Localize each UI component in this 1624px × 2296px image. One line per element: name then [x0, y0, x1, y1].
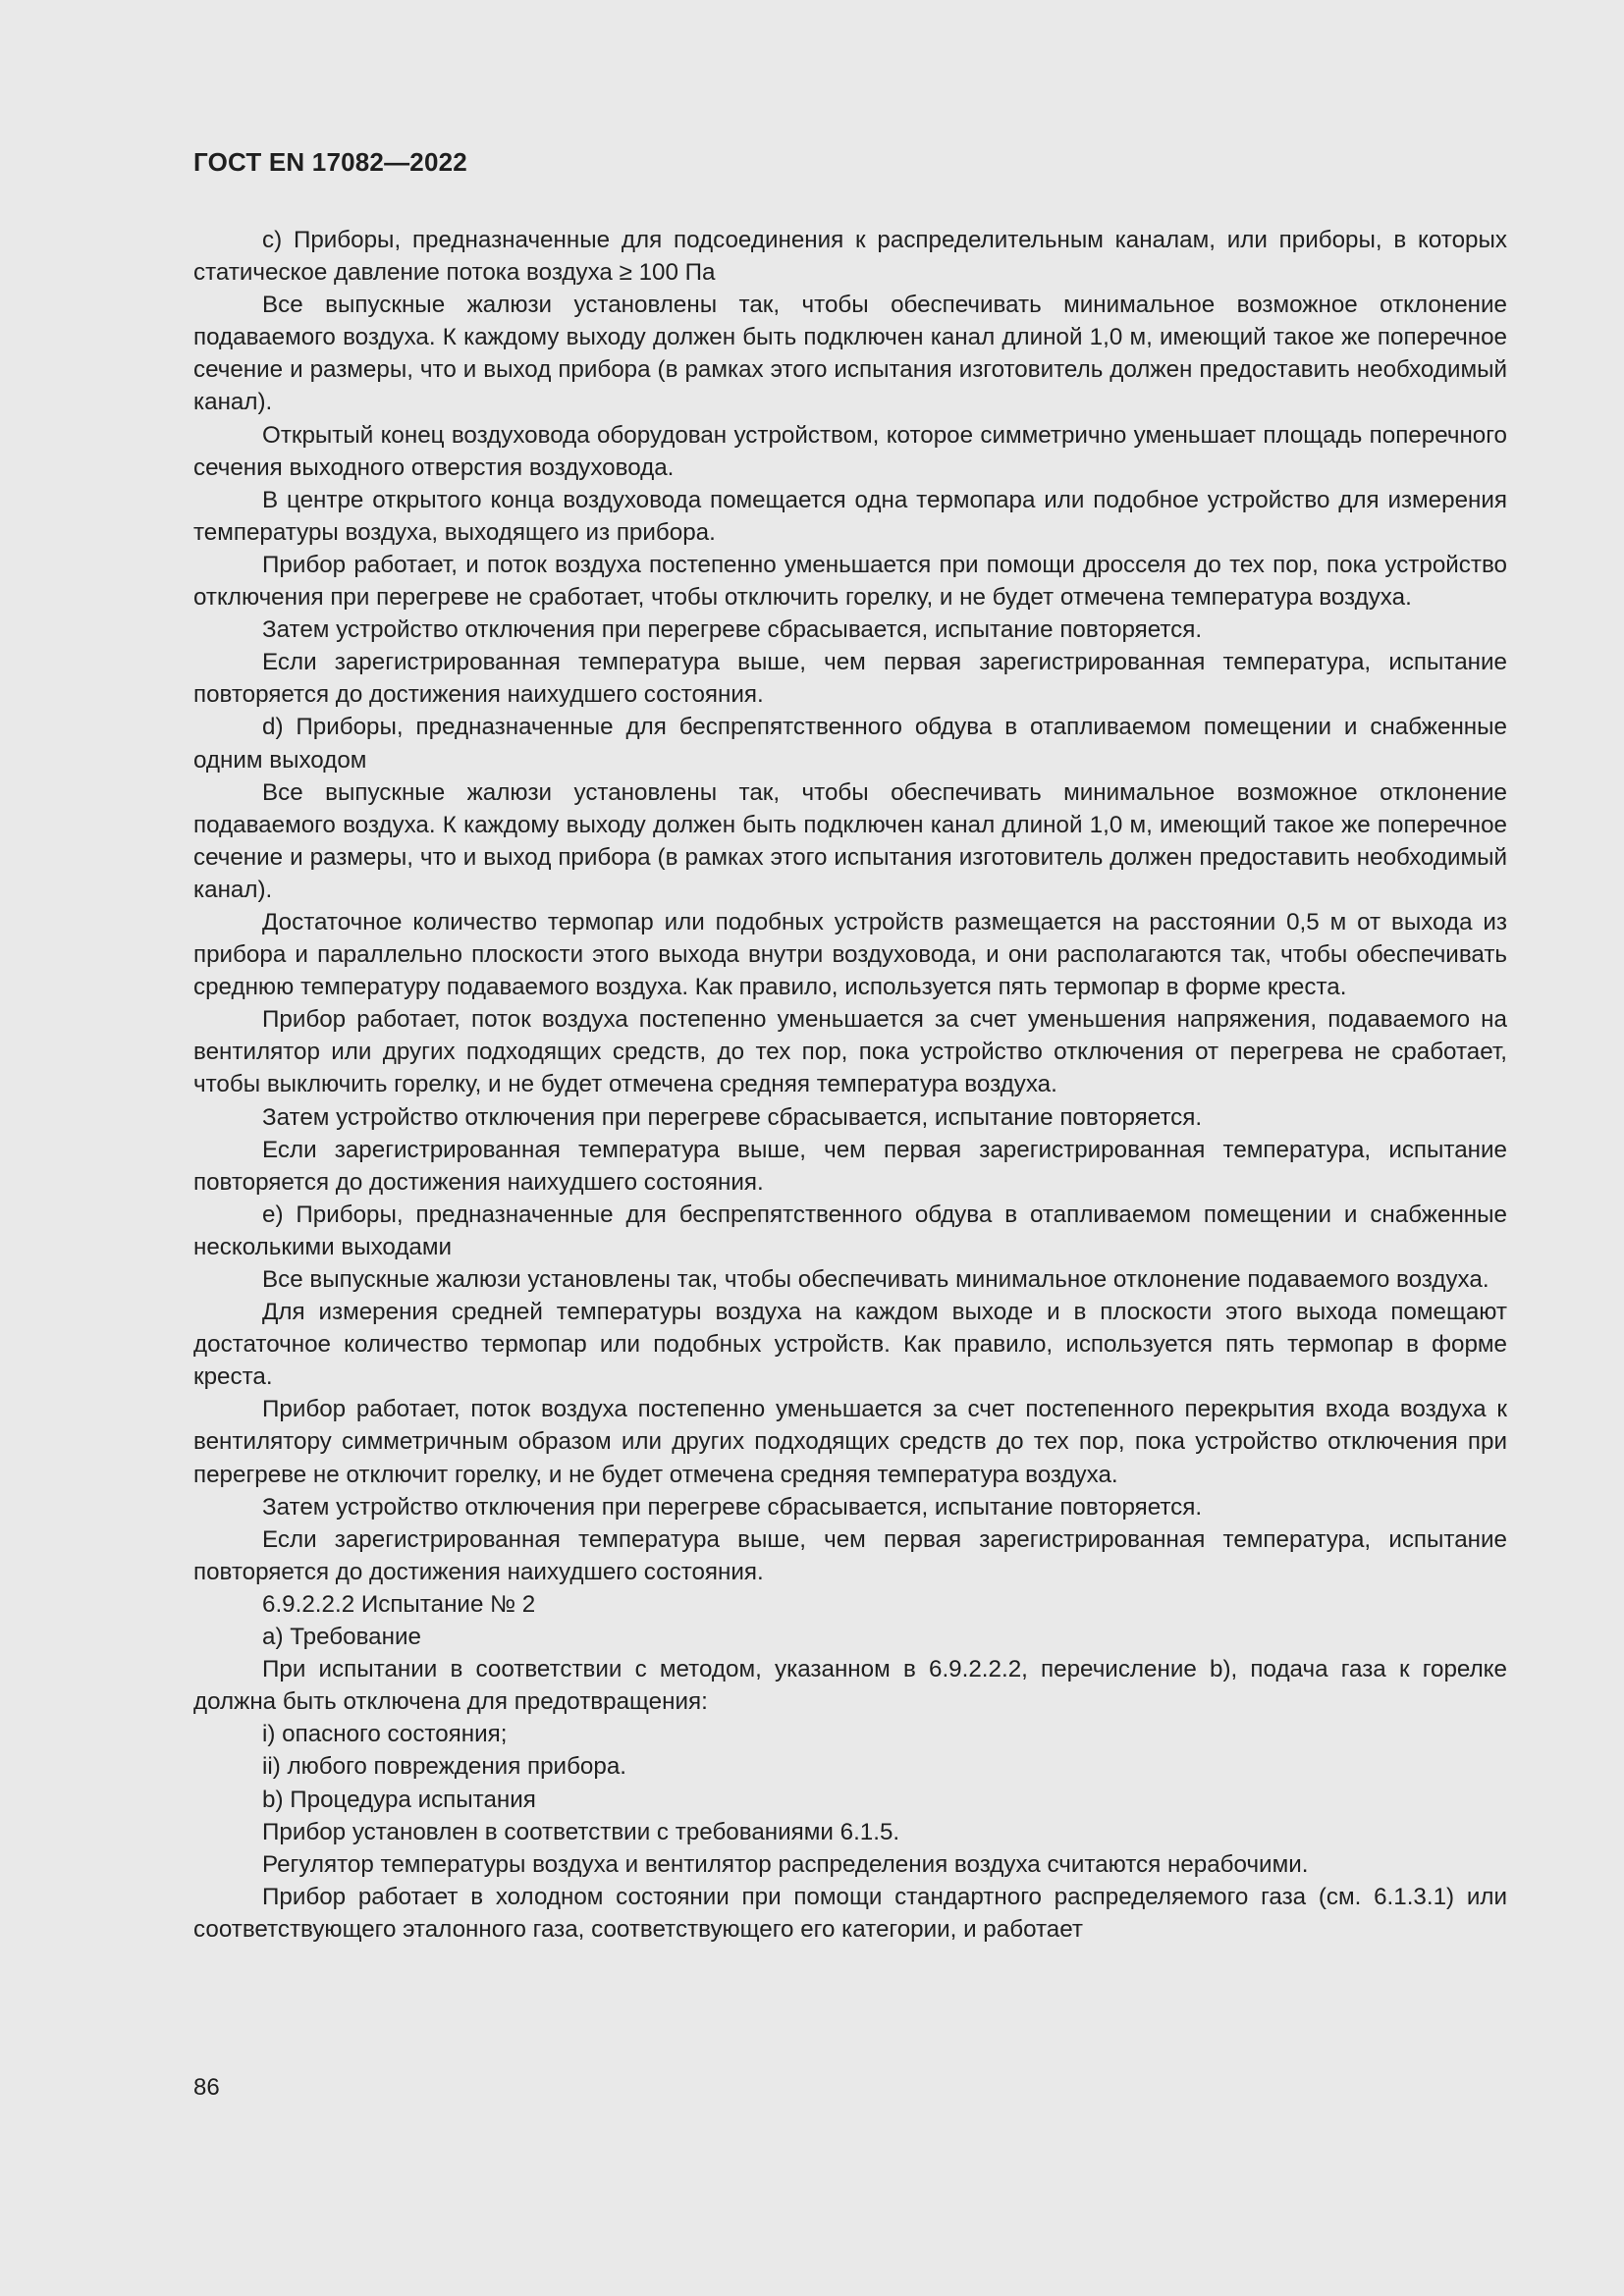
paragraph: Если зарегистрированная температура выше, чем первая зарегистрированная температура, испытание повторяется до достижения наихудшего состояния.	[193, 1525, 1507, 1585]
page-number: 86	[193, 2074, 220, 2101]
paragraph: d) Приборы, предназначенные для беспрепятственного обдува в отапливаемом помещении и снабженные одним выходом	[193, 714, 1507, 774]
paragraph: Регулятор температуры воздуха и вентилятор распределения воздуха считаются нерабочими.	[262, 1850, 1309, 1878]
paragraph: Для измерения средней температуры воздуха на каждом выходе и в плоскости этого выхода помещают достаточное количество термопар или подобных устройств. Как правило, используется пять термопар в форме креста.	[193, 1299, 1507, 1391]
list-item: ii) любого повреждения прибора.	[262, 1753, 626, 1781]
paragraph: Прибор работает в холодном состоянии при помощи стандартного распределяемого газа (см. 6.1.3.1) или соответствующего эталонного газа, соответствующего его категории, и работает	[193, 1883, 1507, 1943]
paragraph: Если зарегистрированная температура выше, чем первая зарегистрированная температура, испытание повторяется до достижения наихудшего состояния.	[193, 1136, 1507, 1196]
paragraph: Все выпускные жалюзи установлены так, чтобы обеспечивать минимальное отклонение подаваемого воздуха.	[262, 1266, 1489, 1293]
paragraph: Затем устройство отключения при перегреве сбрасывается, испытание повторяется.	[262, 1103, 1203, 1131]
paragraph: Все выпускные жалюзи установлены так, чтобы обеспечивать минимальное возможное отклонение подаваемого воздуха. К каждому выходу должен быть подключен канал длиной 1,0 м, имеющий такое же поперечное сечение и размеры, что и выход прибора (в рамках этого испытания изготовитель должен предоставить необходимый канал).	[193, 778, 1507, 903]
paragraph: Прибор работает, поток воздуха постепенно уменьшается за счет уменьшения напряжения, подаваемого на вентилятор или других подходящих средств, до тех пор, пока устройство отключения от перегрева не сработает, чтобы выключить горелку, и не будет отмечена средняя температура воздуха.	[193, 1006, 1507, 1098]
paragraph: с) Приборы, предназначенные для подсоединения к распределительным каналам, или приборы, в которых статическое давление потока воздуха ≥ 100 Па	[193, 227, 1507, 287]
subsection-label: а) Требование	[262, 1624, 421, 1651]
document-body	[193, 224, 1507, 1946]
paragraph: Прибор установлен в соответствии с требованиями 6.1.5.	[262, 1818, 900, 1845]
paragraph: е) Приборы, предназначенные для беспрепятственного обдува в отапливаемом помещении и снабженные несколькими выходами	[193, 1201, 1507, 1260]
paragraph: Достаточное количество термопар или подобных устройств размещается на расстоянии 0,5 м от выхода из прибора и параллельно плоскости этого выхода внутри воздуховода, и они располагаются так, чтобы обеспечивать среднюю температуру подаваемого воздуха. Как правило, используется пять термопар в форме креста.	[193, 908, 1507, 1001]
list-item: i) опасного состояния;	[262, 1721, 508, 1748]
paragraph: Затем устройство отключения при перегреве сбрасывается, испытание повторяется.	[262, 1493, 1203, 1521]
paragraph: Затем устройство отключения при перегреве сбрасывается, испытание повторяется.	[262, 616, 1203, 644]
paragraph: Если зарегистрированная температура выше, чем первая зарегистрированная температура, испытание повторяется до достижения наихудшего состояния.	[193, 649, 1507, 709]
paragraph: Прибор работает, и поток воздуха постепенно уменьшается при помощи дросселя до тех пор, пока устройство отключения при перегреве не сработает, чтобы отключить горелку, и не будет отмечена температура воздуха.	[193, 551, 1507, 612]
paragraph: При испытании в соответствии с методом, указанном в 6.9.2.2.2, перечисление b), подача газа к горелке должна быть отключена для предотвращения:	[193, 1656, 1507, 1716]
document-header-title: ГОСТ EN 17082—2022	[193, 147, 467, 177]
paragraph: Все выпускные жалюзи установлены так, чтобы обеспечивать минимальное возможное отклонение подаваемого воздуха. К каждому выходу должен быть подключен канал длиной 1,0 м, имеющий такое же поперечное сечение и размеры, что и выход прибора (в рамках этого испытания изготовитель должен предоставить необходимый канал).	[193, 292, 1507, 416]
paragraph: Прибор работает, поток воздуха постепенно уменьшается за счет постепенного перекрытия входа воздуха к вентилятору симметричным образом или других подходящих средств до тех пор, пока устройство отключения при перегреве не отключит горелку, и не будет отмечена средняя температура воздуха.	[193, 1396, 1507, 1488]
paragraph: В центре открытого конца воздуховода помещается одна термопара или подобное устройство для измерения температуры воздуха, выходящего из прибора.	[193, 486, 1507, 546]
paragraph: Открытый конец воздуховода оборудован устройством, которое симметрично уменьшает площадь поперечного сечения выходного отверстия воздуховода.	[193, 421, 1507, 481]
subsection-label: b) Процедура испытания	[262, 1786, 536, 1813]
section-heading: 6.9.2.2.2 Испытание № 2	[262, 1590, 536, 1618]
